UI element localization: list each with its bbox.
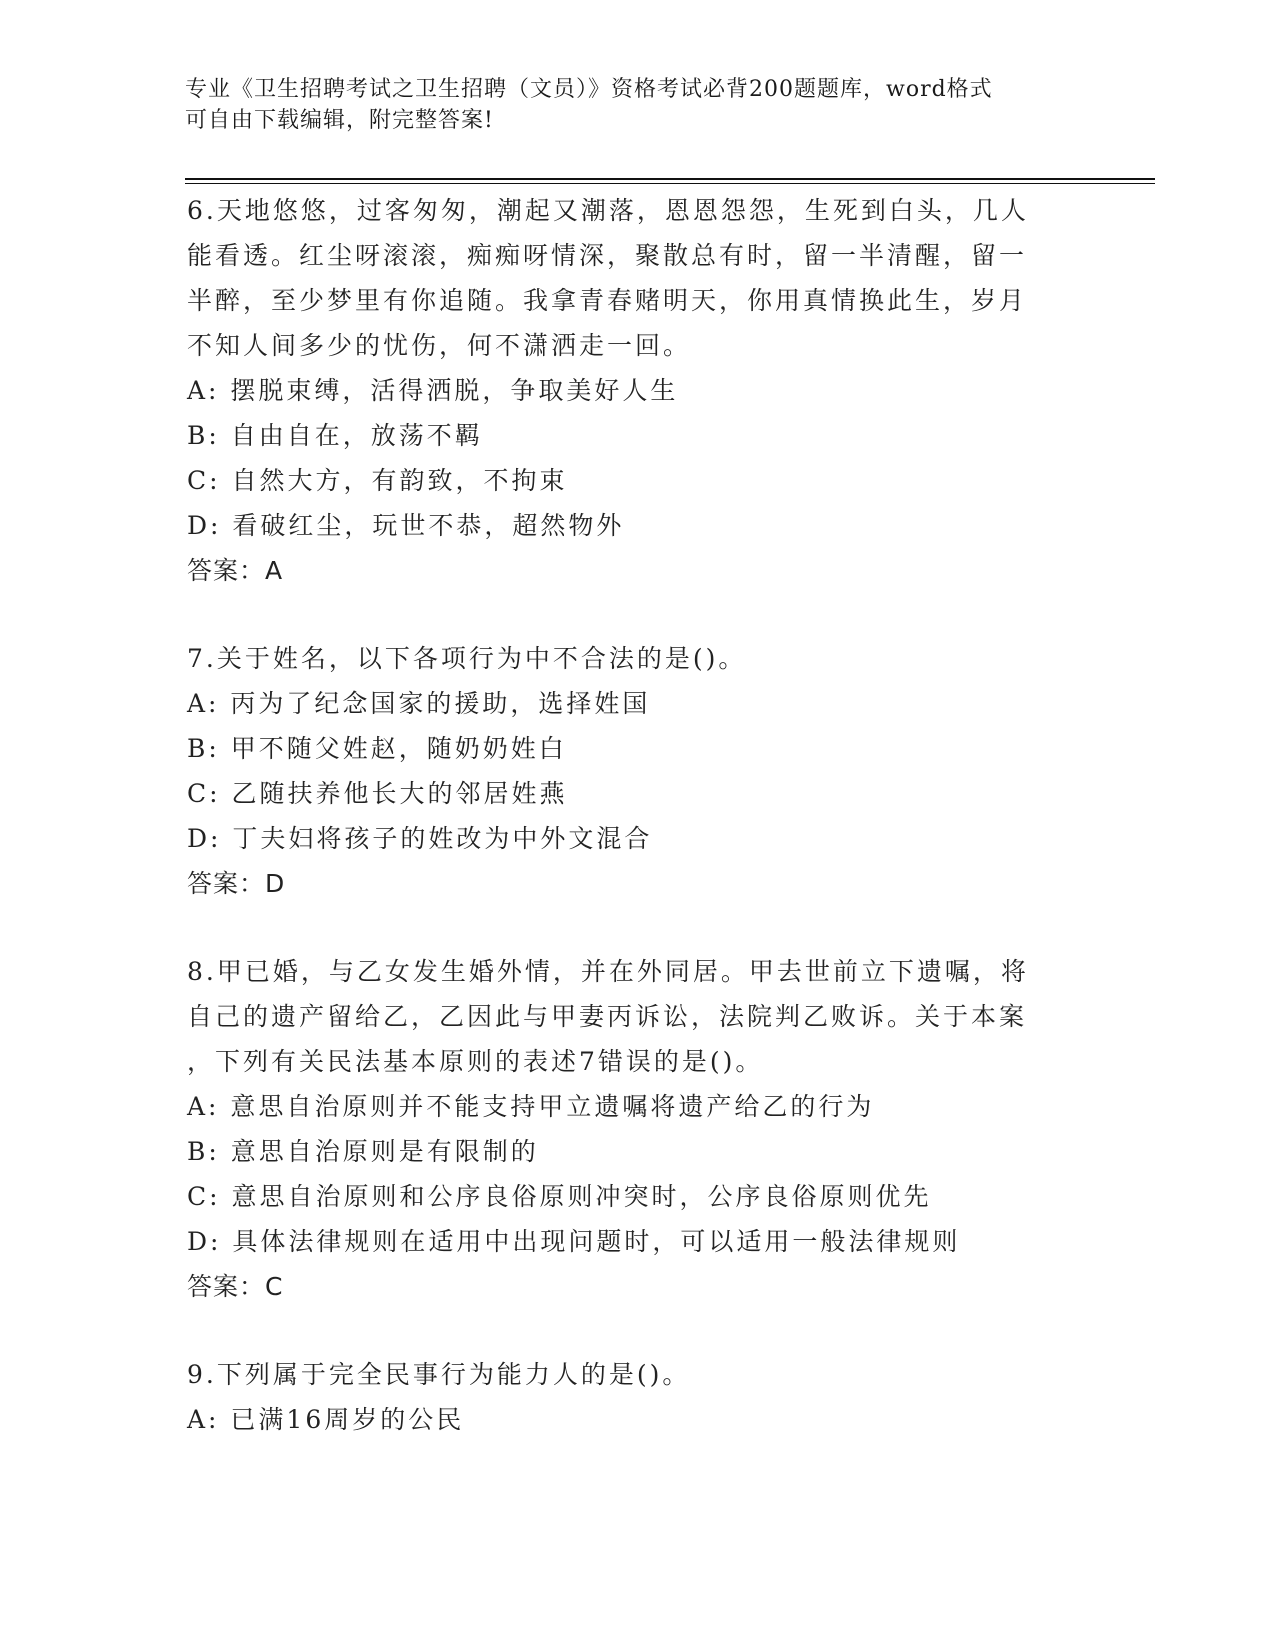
question-9 bbox=[187, 1352, 1067, 1442]
question-7 bbox=[187, 636, 1067, 907]
option-b: B: 意思自治原则是有限制的 bbox=[187, 1137, 539, 1166]
option-a: A: 意思自治原则并不能支持甲立遗嘱将遗产给乙的行为 bbox=[187, 1092, 875, 1121]
option-c: C: 自然大方，有韵致，不拘束 bbox=[187, 466, 568, 495]
option-a: A: 摆脱束缚，活得洒脱，争取美好人生 bbox=[187, 376, 679, 405]
option-c: C: 乙随扶养他长大的邻居姓燕 bbox=[187, 779, 568, 808]
question-stem-line: 能看透。红尘呀滚滚，痴痴呀情深，聚散总有时，留一半清醒，留一 bbox=[187, 241, 1028, 270]
header-divider-thin bbox=[185, 183, 1155, 184]
option-d: D: 看破红尘，玩世不恭，超然物外 bbox=[187, 511, 625, 540]
question-stem-line: 8.甲已婚，与乙女发生婚外情，并在外同居。甲去世前立下遗嘱，将 bbox=[187, 957, 1029, 986]
option-b: B: 甲不随父姓赵，随奶奶姓白 bbox=[187, 734, 567, 763]
question-6 bbox=[187, 188, 1067, 594]
header-divider-thick bbox=[185, 178, 1155, 180]
question-stem-line: 自己的遗产留给乙，乙因此与甲妻丙诉讼，法院判乙败诉。关于本案 bbox=[187, 1002, 1028, 1031]
question-stem-line: 不知人间多少的忧伤，何不潇洒走一回。 bbox=[187, 331, 692, 360]
answer-line: 答案：A bbox=[187, 556, 284, 585]
question-8 bbox=[187, 949, 1067, 1310]
question-stem-line: 6.天地悠悠，过客匆匆，潮起又潮落，恩恩怨怨，生死到白头，几人 bbox=[187, 196, 1029, 225]
option-c: C: 意思自治原则和公序良俗原则冲突时，公序良俗原则优先 bbox=[187, 1182, 932, 1211]
option-b: B: 自由自在，放荡不羁 bbox=[187, 421, 483, 450]
question-stem-line: ，下列有关民法基本原则的表述7错误的是()。 bbox=[187, 1047, 764, 1076]
option-a: A: 已满16周岁的公民 bbox=[187, 1405, 465, 1434]
answer-line: 答案：C bbox=[187, 1272, 284, 1301]
question-stem-line: 半醉，至少梦里有你追随。我拿青春赌明天，你用真情换此生，岁月 bbox=[187, 286, 1028, 315]
question-stem-line: 9.下列属于完全民事行为能力人的是()。 bbox=[187, 1360, 691, 1389]
option-d: D: 具体法律规则在适用中出现问题时，可以适用一般法律规则 bbox=[187, 1227, 961, 1256]
option-d: D: 丁夫妇将孩子的姓改为中外文混合 bbox=[187, 824, 653, 853]
document-header bbox=[185, 74, 1085, 136]
question-stem-line: 7.关于姓名，以下各项行为中不合法的是()。 bbox=[187, 644, 747, 673]
option-a: A: 丙为了纪念国家的援助，选择姓国 bbox=[187, 689, 651, 718]
header-line-2: 可自由下载编辑，附完整答案! bbox=[185, 108, 494, 133]
question-list bbox=[187, 188, 1067, 1484]
header-line-1: 专业《卫生招聘考试之卫生招聘（文员）》资格考试必背200题题库，word格式 bbox=[185, 77, 993, 102]
answer-line: 答案：D bbox=[187, 869, 286, 898]
